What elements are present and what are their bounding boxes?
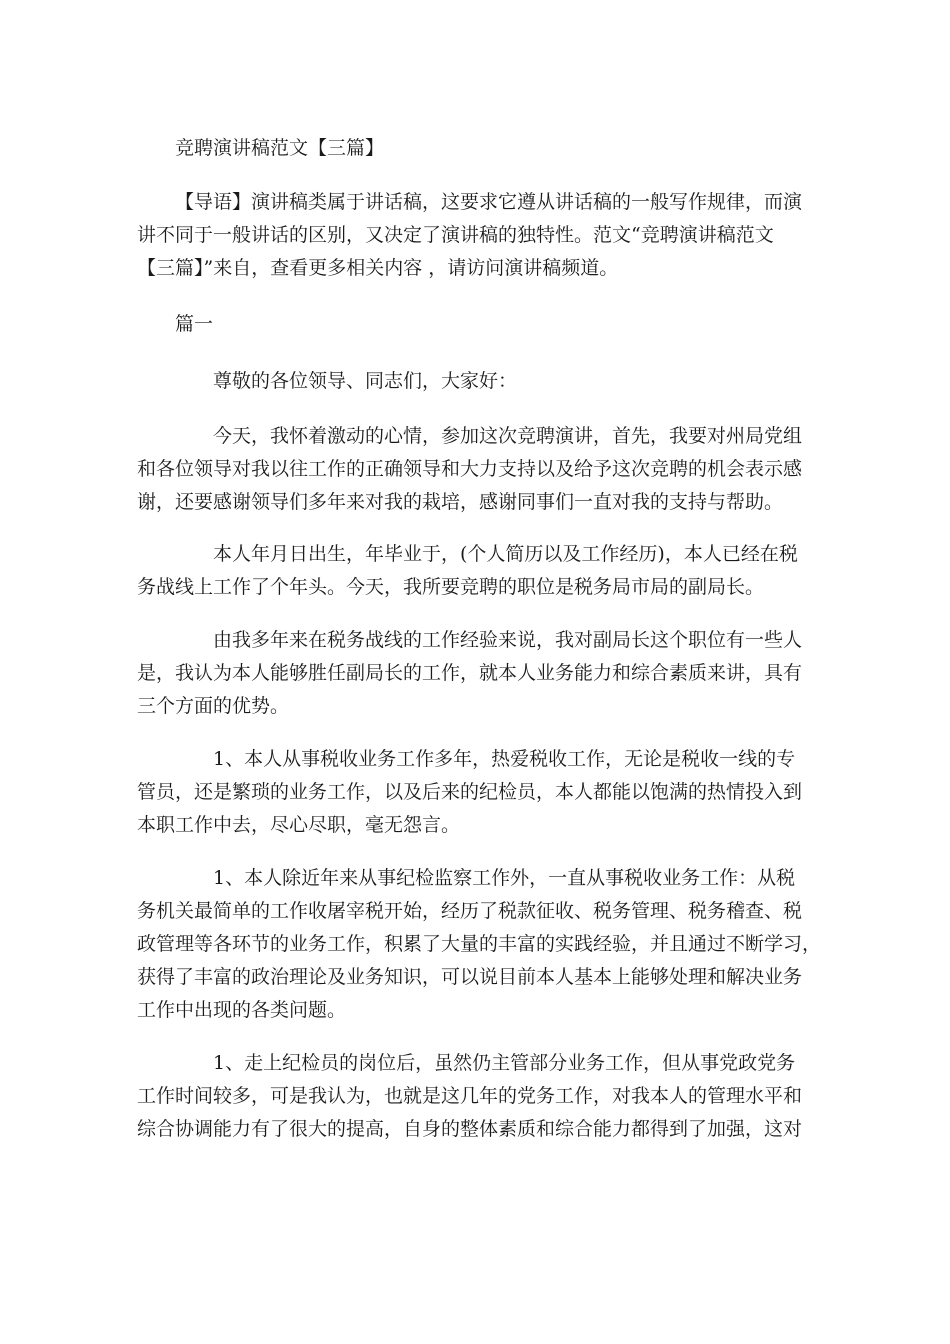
paragraph-line: 本职工作中去，尽心尽职，毫无怨言。 — [137, 814, 461, 836]
section-label — [137, 308, 827, 341]
paragraph-line: 1、本人从事税收业务工作多年，热爱税收工作，无论是税收一线的专 — [213, 748, 796, 770]
salutation — [137, 365, 827, 398]
paragraph-line: 务机关最简单的工作收屠宰税开始，经历了税款征收、税务管理、税务稽查、税 — [137, 900, 803, 922]
salutation-text: 尊敬的各位领导、同志们，大家好： — [213, 370, 518, 392]
section-label-text: 篇一 — [175, 313, 214, 335]
document-title: 竞聘演讲稿范文【三篇】 — [175, 137, 385, 159]
paragraph-line: 三个方面的优势。 — [137, 695, 290, 717]
paragraph-line: 由我多年来在税务战线的工作经验来说，我对副局长这个职位有一些人 — [213, 629, 803, 651]
paragraph-line: 今天，我怀着激动的心情，参加这次竞聘演讲，首先，我要对州局党组 — [213, 425, 803, 447]
paragraph-line: 工作中出现的各类问题。 — [137, 999, 347, 1021]
intro-paragraph — [137, 186, 827, 285]
paragraph-line: 谢，还要感谢领导们多年来对我的栽培，感谢同事们一直对我的支持与帮助。 — [137, 491, 784, 513]
paragraph-2 — [137, 538, 827, 604]
paragraph-line: 1、本人除近年来从事纪检监察工作外，一直从事税收业务工作：从税 — [213, 867, 796, 889]
paragraph-line: 本人年月日出生，年毕业于，(个人简历以及工作经历)，本人已经在税 — [213, 543, 798, 565]
paragraph-1 — [137, 420, 827, 519]
paragraph-line: 工作时间较多，可是我认为，也就是这几年的党务工作，对我本人的管理水平和 — [137, 1085, 803, 1107]
paragraph-line: 和各位领导对我以往工作的正确领导和大力支持以及给予这次竞聘的机会表示感 — [137, 458, 803, 480]
paragraph-line: 务战线上工作了个年头。今天，我所要竞聘的职位是税务局市局的副局长。 — [137, 576, 765, 598]
paragraph-line: 1、走上纪检员的岗位后，虽然仍主管部分业务工作，但从事党政党务 — [213, 1052, 796, 1074]
paragraph-6 — [137, 1047, 827, 1146]
intro-line: 讲不同于一般讲话的区别，又决定了演讲稿的独特性。范文“竞聘演讲稿范文 — [137, 224, 774, 246]
paragraph-line: 管员，还是繁琐的业务工作，以及后来的纪检员，本人都能以饱满的热情投入到 — [137, 781, 803, 803]
paragraph-line: 政管理等各环节的业务工作，积累了大量的丰富的实践经验，并且通过不断学习， — [137, 933, 822, 955]
paragraph-4 — [137, 743, 827, 842]
paragraph-line: 综合协调能力有了很大的提高，自身的整体素质和综合能力都得到了加强，这对 — [137, 1118, 803, 1140]
intro-line: 【导语】演讲稿类属于讲话稿，这要求它遵从讲话稿的一般写作规律，而演 — [175, 191, 803, 213]
paragraph-5 — [137, 862, 827, 1027]
paragraph-3 — [137, 624, 827, 723]
intro-line: 【三篇】”来自，查看更多相关内容 ，请访问演讲稿频道。 — [137, 257, 619, 279]
paragraph-line: 获得了丰富的政治理论及业务知识，可以说目前本人基本上能够处理和解决业务 — [137, 966, 803, 988]
paragraph-line: 是，我认为本人能够胜任副局长的工作，就本人业务能力和综合素质来讲，具有 — [137, 662, 803, 684]
